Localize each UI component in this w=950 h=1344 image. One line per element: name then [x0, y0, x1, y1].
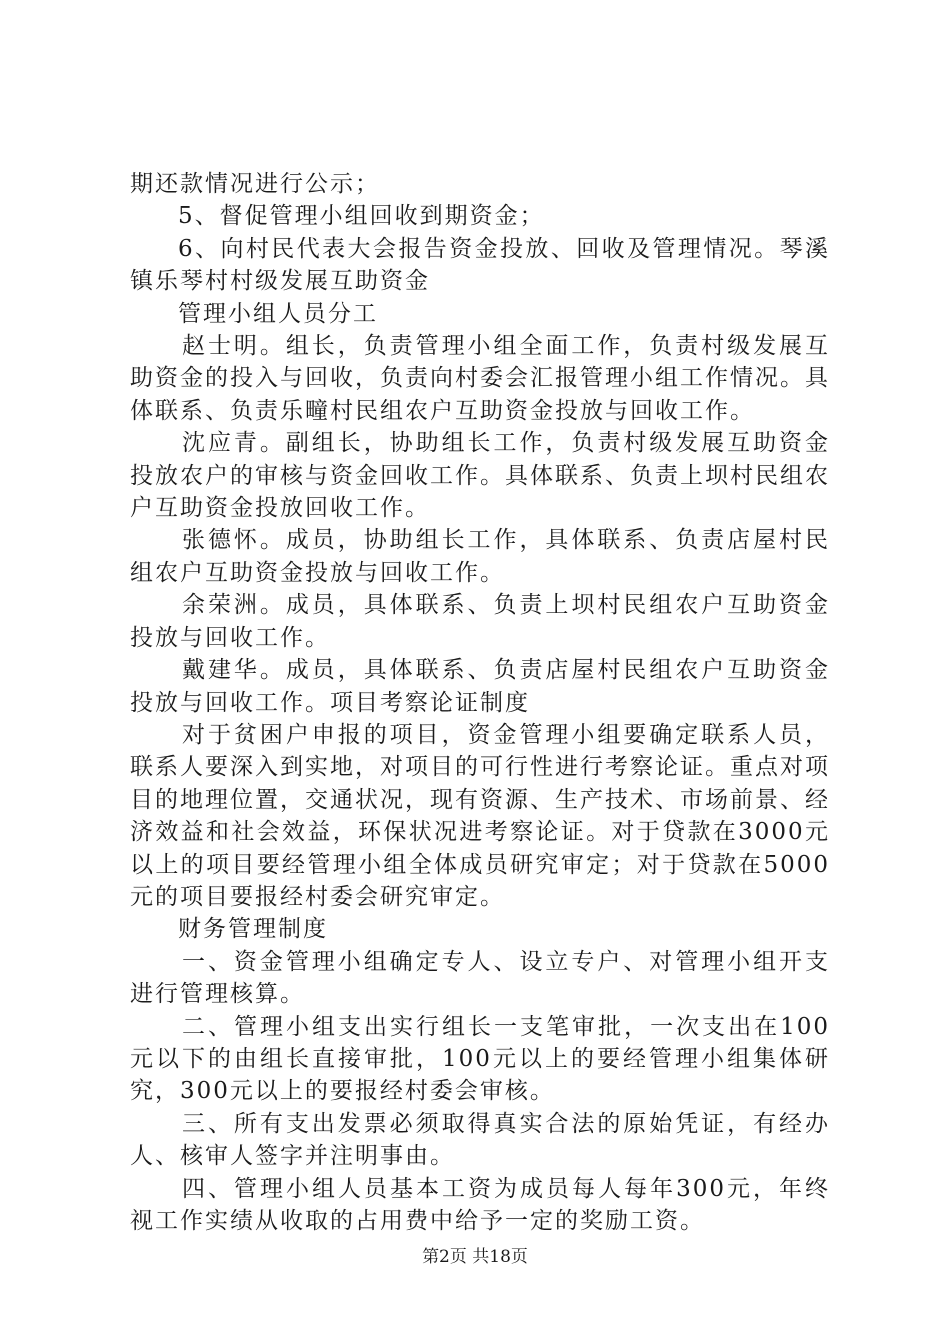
paragraph: 四、管理小组人员基本工资为成员每人每年300元，年终视工作实绩从收取的占用费中给予一定的奖励工资。 — [130, 1175, 830, 1234]
paragraph: 期还款情况进行公示； — [130, 171, 380, 197]
paragraph: 二、管理小组支出实行组长一支笔审批，一次支出在100元以下的由组长直接审批，100元以上的要经管理小组集体研究，300元以上的要报经村委会审核。 — [130, 1013, 830, 1105]
document-body — [130, 168, 830, 1237]
paragraph: 赵士明。组长，负责管理小组全面工作，负责村级发展互助资金的投入与回收，负责向村委会汇报管理小组工作情况。具体联系、负责乐疃村民组农户互助资金投放与回收工作。 — [130, 333, 830, 424]
section-heading: 管理小组人员分工 — [178, 300, 378, 327]
paragraph: 三、所有支出发票必须取得真实合法的原始凭证，有经办人、核审人签字并注明事由。 — [130, 1110, 830, 1170]
paragraph: 对于贫困户申报的项目，资金管理小组要确定联系人员，联系人要深入到实地，对项目的可行性进行考察论证。重点对项目的地理位置，交通状况，现有资源、生产技术、市场前景、经济效益和社会效益，环保状况进考察论证。对于贷款在3000元以上的项目要经管理小组全体成员研究审定；对于贷款在5000元的项目要报经村委会研究审定。 — [130, 721, 830, 910]
page-number-footer: 第2页 共18页 — [422, 1247, 528, 1267]
paragraph: 6、向村民代表大会报告资金投放、回收及管理情况。琴溪镇乐琴村村级发展互助资金 — [130, 235, 830, 295]
paragraph: 张德怀。成员，协助组长工作，具体联系、负责店屋村民组农户互助资金投放与回收工作。 — [130, 527, 830, 586]
paragraph: 余荣洲。成员，具体联系、负责上坝村民组农户互助资金投放与回收工作。 — [130, 592, 830, 651]
section-heading: 财务管理制度 — [178, 916, 328, 943]
paragraph: 一、资金管理小组确定专人、设立专户、对管理小组开支进行管理核算。 — [130, 948, 830, 1008]
paragraph: 戴建华。成员，具体联系、负责店屋村民组农户互助资金投放与回收工作。项目考察论证制度 — [130, 657, 830, 716]
paragraph: 5、督促管理小组回收到期资金； — [178, 203, 545, 230]
paragraph: 沈应青。副组长，协助组长工作，负责村级发展互助资金投放农户的审核与资金回收工作。具体联系、负责上坝村民组农户互助资金投放回收工作。 — [130, 430, 830, 522]
